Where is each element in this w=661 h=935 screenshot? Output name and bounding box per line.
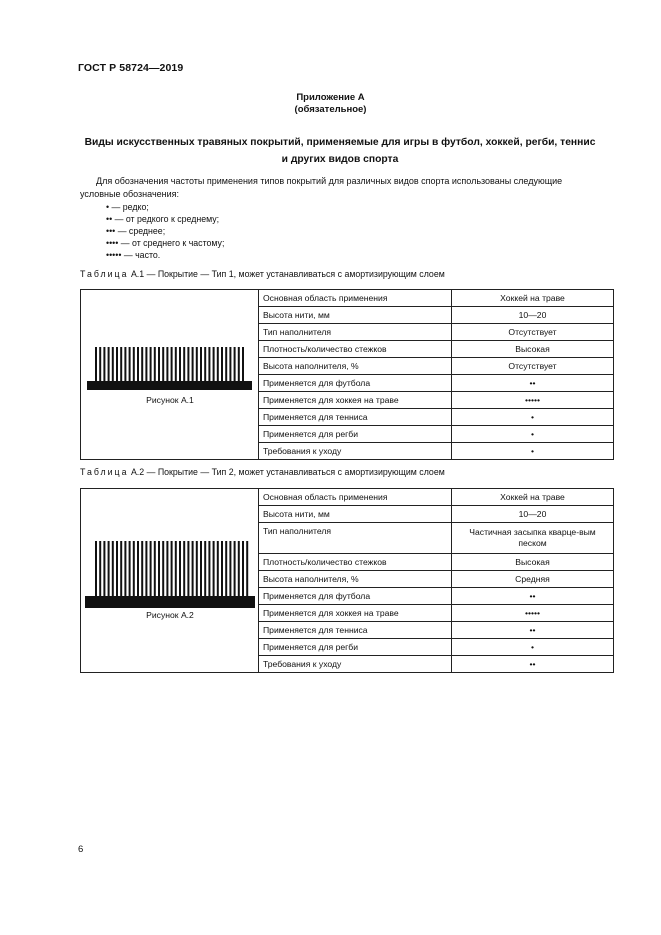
legend-item — [106, 225, 224, 237]
turf-blade — [154, 347, 156, 381]
param-cell: Основная область применения — [259, 290, 452, 307]
turf-blade — [116, 541, 118, 596]
value-cell: •• — [452, 622, 614, 639]
table-caption-label: Таблица — [80, 269, 129, 279]
turf-blade — [141, 541, 143, 596]
turf-blade — [166, 541, 168, 596]
turf-blade — [213, 541, 215, 596]
param-cell: Основная область применения — [259, 489, 452, 506]
standard-number: ГОСТ Р 58724—2019 — [78, 62, 184, 74]
value-cell: Средняя — [452, 571, 614, 588]
param-cell: Тип наполнителя — [259, 523, 452, 554]
table-row — [81, 290, 614, 307]
figure-label-a2: Рисунок А.2 — [146, 610, 194, 620]
param-cell: Применяется для хоккея на траве — [259, 605, 452, 622]
turf-blade — [246, 541, 248, 596]
turf-blade — [242, 347, 244, 381]
value-cell: Отсутствует — [452, 358, 614, 375]
turf-blade — [133, 541, 135, 596]
table-caption-a2 — [80, 467, 445, 477]
param-cell: Применяется для хоккея на траве — [259, 392, 452, 409]
turf-blade — [229, 347, 231, 381]
turf-blade — [213, 347, 215, 381]
turf-blade — [179, 347, 181, 381]
turf-blade — [192, 347, 194, 381]
turf-blade — [179, 541, 181, 596]
turf-blade — [158, 541, 160, 596]
turf-blade — [137, 347, 139, 381]
turf-blade — [200, 347, 202, 381]
table-caption-text: А.2 — Покрытие — Тип 2, может устанавливаться с амортизирующим слоем — [128, 467, 445, 477]
param-cell: Применяется для футбола — [259, 375, 452, 392]
turf-blade — [187, 541, 189, 596]
turf-blade — [162, 541, 164, 596]
legend-item — [106, 237, 224, 249]
turf-blade — [242, 541, 244, 596]
value-cell: 10—20 — [452, 307, 614, 324]
turf-blade — [145, 347, 147, 381]
page-number: 6 — [78, 844, 84, 855]
annex-title: Приложение А — [296, 92, 365, 103]
turf-blade — [124, 541, 126, 596]
turf-blade — [120, 347, 122, 381]
turf-blade — [200, 541, 202, 596]
turf-blade — [95, 347, 97, 381]
figure-cell-a1 — [81, 290, 259, 460]
legend-dots: •••• — [106, 238, 119, 248]
value-cell: •• — [452, 375, 614, 392]
table-a1 — [80, 289, 614, 460]
turf-blade — [175, 541, 177, 596]
turf-blade — [150, 541, 152, 596]
legend-item — [106, 249, 224, 261]
turf-blade — [221, 347, 223, 381]
value-cell: 10—20 — [452, 506, 614, 523]
turf-blade — [225, 347, 227, 381]
turf-blade — [129, 541, 131, 596]
legend-dots: •• — [106, 214, 113, 224]
param-cell: Применяется для регби — [259, 426, 452, 443]
turf-blade — [141, 347, 143, 381]
main-title: Виды искусственных травяных покрытий, применяемые для игры в футбол, хоккей, регби, теннис и других видов спорта — [84, 137, 596, 165]
value-cell: Высокая — [452, 554, 614, 571]
param-cell: Высота нити, мм — [259, 307, 452, 324]
value-cell: Отсутствует — [452, 324, 614, 341]
param-cell: Требования к уходу — [259, 656, 452, 673]
turf-blade — [150, 347, 152, 381]
legend-item — [106, 201, 224, 213]
param-cell: Применяется для футбола — [259, 588, 452, 605]
turf-blade — [145, 541, 147, 596]
turf-blade — [175, 347, 177, 381]
legend-item — [106, 213, 224, 225]
turf-blade — [112, 541, 114, 596]
param-cell: Применяется для регби — [259, 639, 452, 656]
turf-blade — [234, 347, 236, 381]
turf-blade — [154, 541, 156, 596]
param-cell: Высота нити, мм — [259, 506, 452, 523]
turf-blade — [217, 347, 219, 381]
turf-type1-figure — [81, 347, 259, 392]
value-cell: •• — [452, 656, 614, 673]
turf-blade — [196, 541, 198, 596]
value-cell: ••••• — [452, 392, 614, 409]
param-cell: Применяется для тенниса — [259, 622, 452, 639]
annex-note: (обязательное) — [294, 104, 367, 115]
param-cell: Высота наполнителя, % — [259, 571, 452, 588]
value-cell: Частичная засыпка кварце-вым песком — [452, 523, 614, 554]
param-cell: Плотность/количество стежков — [259, 554, 452, 571]
figure-cell-a2 — [81, 489, 259, 673]
turf-blade — [162, 347, 164, 381]
turf-blade — [108, 541, 110, 596]
turf-blade — [103, 347, 105, 381]
turf-blade — [217, 541, 219, 596]
legend-text: — от редкого к среднему; — [112, 214, 220, 224]
turf-blade — [95, 541, 97, 596]
turf-blade — [124, 347, 126, 381]
value-cell: • — [452, 426, 614, 443]
table-caption-a1 — [80, 269, 445, 279]
turf-blade — [208, 541, 210, 596]
turf-blade — [225, 541, 227, 596]
turf-blade — [204, 541, 206, 596]
turf-blade — [158, 347, 160, 381]
turf-blade — [208, 347, 210, 381]
value-cell: •• — [452, 588, 614, 605]
legend-text: — от среднего к частому; — [118, 238, 225, 248]
turf-blade — [187, 347, 189, 381]
value-cell: Высокая — [452, 341, 614, 358]
table-caption-text: А.1 — Покрытие — Тип 1, может устанавливаться с амортизирующим слоем — [128, 269, 445, 279]
turf-blade — [112, 347, 114, 381]
turf-blade — [120, 541, 122, 596]
param-cell: Тип наполнителя — [259, 324, 452, 341]
value-cell: ••••• — [452, 605, 614, 622]
turf-blade — [171, 347, 173, 381]
turf-blade — [108, 347, 110, 381]
value-cell: Хоккей на траве — [452, 290, 614, 307]
legend-dots: ••• — [106, 226, 116, 236]
turf-type2-figure — [81, 541, 259, 611]
value-cell: • — [452, 639, 614, 656]
legend-dots: ••••• — [106, 250, 122, 260]
table-a2 — [80, 488, 614, 673]
intro-paragraph: Для обозначения частоты применения типов покрытий для различных видов спорта использованы следующие условные обозначения: — [80, 176, 563, 199]
legend-text: — среднее; — [115, 226, 166, 236]
turf-blade — [137, 541, 139, 596]
turf-blade — [133, 347, 135, 381]
turf-blade — [221, 541, 223, 596]
turf-blade — [129, 347, 131, 381]
turf-blade — [171, 541, 173, 596]
figure-label-a1: Рисунок А.1 — [146, 395, 194, 405]
turf-blade — [99, 541, 101, 596]
turf-blade — [116, 347, 118, 381]
turf-blade — [192, 541, 194, 596]
table-row — [81, 489, 614, 506]
turf-blade — [103, 541, 105, 596]
turf-blade — [183, 347, 185, 381]
param-cell: Требования к уходу — [259, 443, 452, 460]
legend-text: — часто. — [121, 250, 161, 260]
param-cell: Высота наполнителя, % — [259, 358, 452, 375]
value-cell: • — [452, 409, 614, 426]
table-caption-label: Таблица — [80, 467, 129, 477]
value-cell: Хоккей на траве — [452, 489, 614, 506]
legend-dots: • — [106, 202, 110, 212]
turf-blade — [166, 347, 168, 381]
frequency-legend — [106, 201, 224, 261]
turf-blade — [196, 347, 198, 381]
value-cell: • — [452, 443, 614, 460]
turf-blade — [238, 541, 240, 596]
turf-blade — [183, 541, 185, 596]
turf-blade — [234, 541, 236, 596]
legend-text: — редко; — [109, 202, 149, 212]
turf-blade — [99, 347, 101, 381]
turf-blade — [238, 347, 240, 381]
turf-blade — [229, 541, 231, 596]
param-cell: Применяется для тенниса — [259, 409, 452, 426]
turf-blade — [204, 347, 206, 381]
param-cell: Плотность/количество стежков — [259, 341, 452, 358]
